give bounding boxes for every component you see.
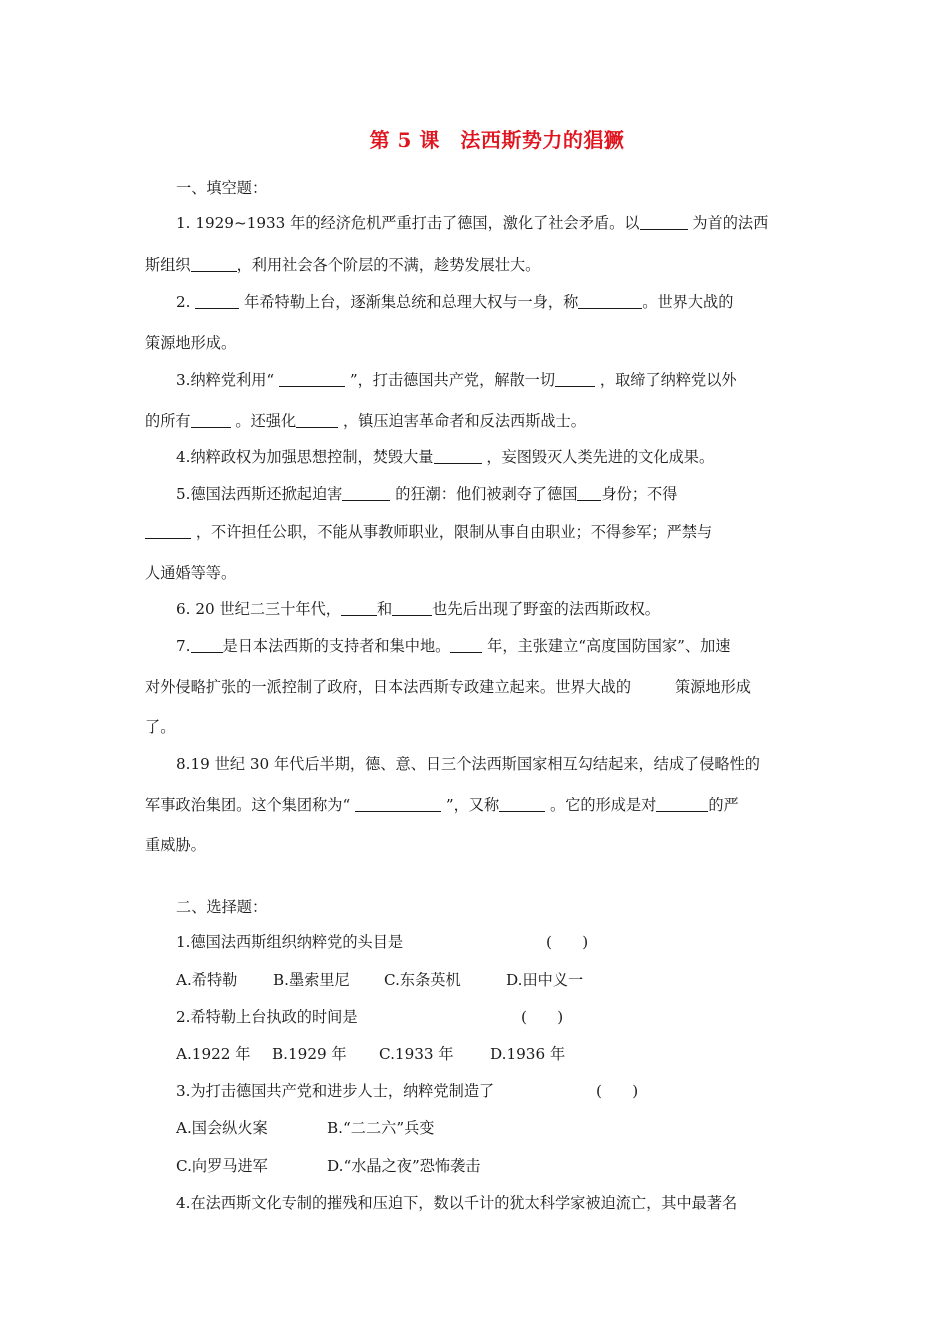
- q6-line1: 6. 20 世纪二三十年代， 和 也先后出现了野蛮的法西斯政权。: [176, 600, 660, 618]
- option-a[interactable]: A.希特勒: [176, 971, 238, 989]
- section2-heading: 二、选择题：: [176, 898, 268, 916]
- answer-blank[interactable]: [191, 413, 231, 428]
- mc-q3-stem: 3.为打击德国共产党和进步人士，纳粹党制造了 ( ): [176, 1082, 639, 1100]
- q3-line1: 3.纳粹党利用“ ”，打击德国共产党，解散一切 ，取缔了纳粹党以外: [176, 371, 737, 389]
- option-d[interactable]: D.“水晶之夜”恐怖袭击: [327, 1157, 481, 1175]
- q5-line3: 人通婚等等。: [145, 564, 237, 582]
- q8-line2: 军事政治集团。这个集团称为“ ”，又称 。它的形成是对 的严: [145, 796, 739, 814]
- option-d[interactable]: D.1936 年: [490, 1045, 566, 1063]
- mc-q1-stem: 1.德国法西斯组织纳粹党的头目是 ( ): [176, 933, 589, 951]
- option-b[interactable]: B.“二二六”兵变: [327, 1119, 435, 1137]
- q8-line3: 重威胁。: [145, 836, 206, 854]
- mc-q2-stem: 2.希特勒上台执政的时间是 ( ): [176, 1008, 564, 1026]
- q2-line1: 2. 年希特勒上台，逐渐集总统和总理大权与一身，称 。世界大战的: [176, 293, 734, 311]
- option-a[interactable]: A.1922 年: [176, 1045, 251, 1063]
- answer-blank[interactable]: [341, 601, 377, 616]
- q4-line1: 4.纳粹政权为加强思想控制，焚毁大量 ，妄图毁灭人类先进的文化成果。: [176, 448, 715, 466]
- answer-blank[interactable]: [577, 486, 601, 501]
- q1-line2: 斯组织 ，利用社会各个阶层的不满，趁势发展壮大。: [145, 256, 541, 274]
- mc-q4-stem: 4.在法西斯文化专制的摧残和压迫下，数以千计的犹太科学家被迫流亡，其中最著名: [176, 1194, 738, 1212]
- answer-blank[interactable]: [145, 524, 191, 539]
- answer-blank[interactable]: [434, 449, 482, 464]
- option-c[interactable]: C.向罗马进军: [176, 1157, 268, 1175]
- answer-blank[interactable]: [279, 372, 345, 387]
- answer-blank[interactable]: [640, 215, 688, 230]
- q7-line2: 对外侵略扩张的一派控制了政府，日本法西斯专政建立起来。世界大战的 策源地形成: [145, 678, 751, 696]
- q8-line1: 8.19 世纪 30 年代后半期，德、意、日三个法西斯国家相互勾结起来，结成了侵略性的: [176, 755, 760, 773]
- q2-line2: 策源地形成。: [145, 334, 237, 352]
- answer-blank[interactable]: [195, 294, 239, 309]
- answer-blank[interactable]: [342, 486, 390, 501]
- answer-paren[interactable]: ( ): [546, 933, 589, 951]
- page-title: 第 5 课 法西斯势力的猖獗: [369, 128, 625, 152]
- q3-line2: 的所有 。还强化 ，镇压迫害革命者和反法西斯战士。: [145, 412, 586, 430]
- answer-blank[interactable]: [555, 372, 595, 387]
- q5-line2: ，不许担任公职，不能从事教师职业，限制从事自由职业；不得参军；严禁与: [145, 521, 810, 543]
- q7-line1: 7. 是日本法西斯的支持者和集中地。 年，主张建立“高度国防国家”、加速: [176, 637, 731, 655]
- option-d[interactable]: D.田中义一: [506, 971, 584, 989]
- q7-line3: 了。: [145, 718, 176, 736]
- option-c[interactable]: C.1933 年: [379, 1045, 454, 1063]
- option-a[interactable]: A.国会纵火案: [176, 1119, 268, 1137]
- answer-blank[interactable]: [499, 797, 545, 812]
- q1-line1: 1. 1929~1933 年的经济危机严重打击了德国，激化了社会矛盾。以 为首的法西: [176, 214, 769, 232]
- option-b[interactable]: B.墨索里尼: [273, 971, 350, 989]
- answer-paren[interactable]: ( ): [596, 1082, 639, 1100]
- option-c[interactable]: C.东条英机: [384, 971, 461, 989]
- answer-blank[interactable]: [355, 797, 441, 812]
- answer-blank[interactable]: [656, 797, 708, 812]
- answer-blank[interactable]: [578, 294, 642, 309]
- q5-line1: 5.德国法西斯还掀起迫害 的狂潮：他们被剥夺了德国 身份；不得: [176, 485, 678, 503]
- section1-heading: 一、填空题：: [176, 179, 268, 197]
- answer-blank[interactable]: [191, 257, 237, 272]
- option-b[interactable]: B.1929 年: [272, 1045, 347, 1063]
- answer-paren[interactable]: ( ): [521, 1008, 564, 1026]
- answer-blank[interactable]: [191, 638, 223, 653]
- answer-blank[interactable]: [392, 601, 432, 616]
- answer-blank[interactable]: [296, 413, 338, 428]
- answer-blank[interactable]: [450, 638, 482, 653]
